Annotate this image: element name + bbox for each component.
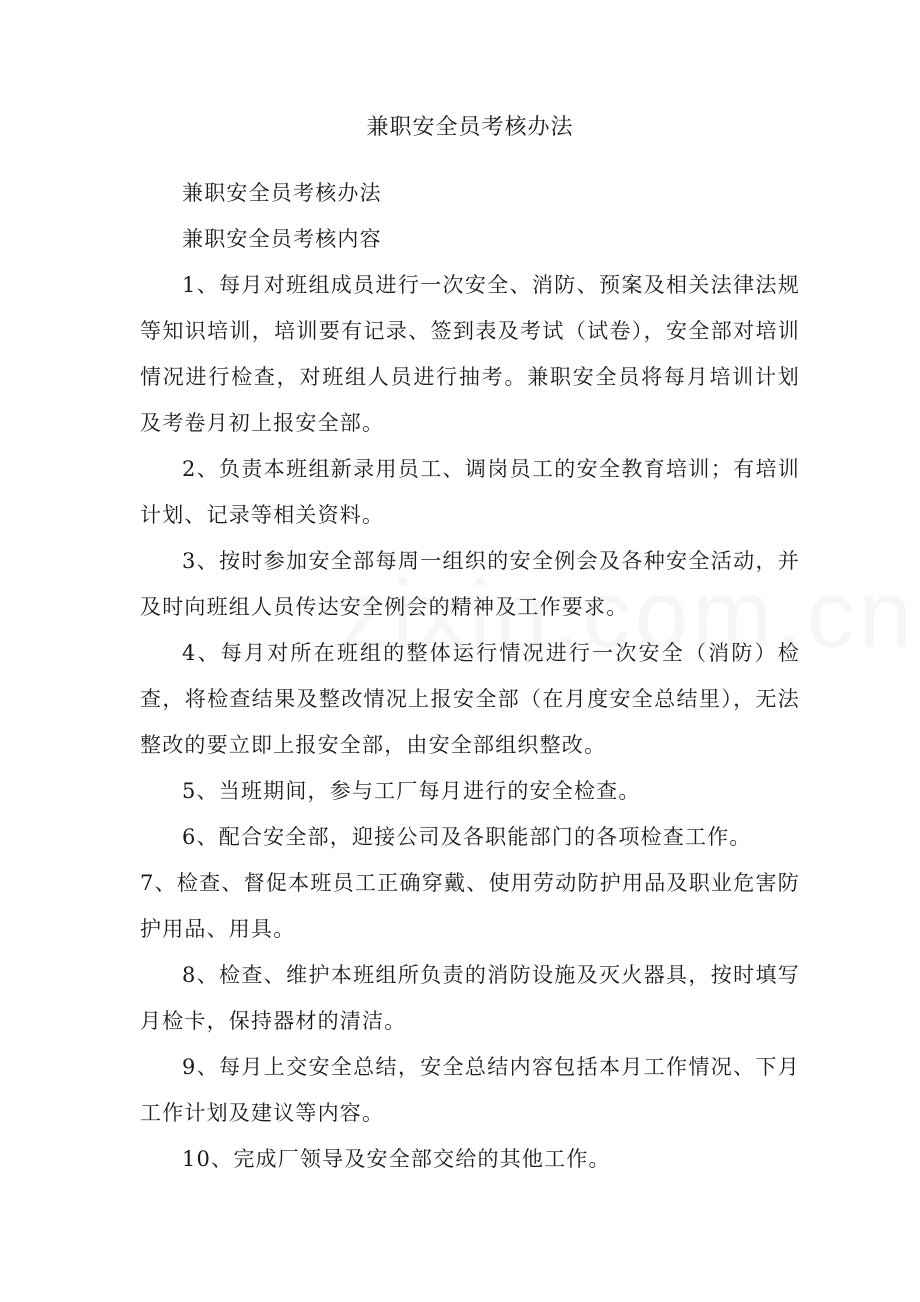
document-title: 兼职安全员考核办法 <box>366 115 574 140</box>
list-item-3: 3、按时参加安全部每周一组织的安全例会及各种安全活动，并及时向班组人员传达安全例会的精神及工作要求。 <box>140 549 800 619</box>
list-item-5: 5、当班期间，参与工厂每月进行的安全检查。 <box>182 779 641 803</box>
section-heading: 兼职安全员考核内容 <box>182 227 382 251</box>
list-item-4: 4、每月对所在班组的整体运行情况进行一次安全（消防）检查，将检查结果及整改情况上报安全部（在月度安全总结里），无法整改的要立即上报安全部，由安全部组织整改。 <box>140 641 800 757</box>
list-item-6: 6、配合安全部，迎接公司及各职能部门的各项检查工作。 <box>182 825 752 849</box>
list-item-9: 9、每月上交安全总结，安全总结内容包括本月工作情况、下月工作计划及建议等内容。 <box>140 1055 800 1125</box>
list-item-7: 7、检查、督促本班员工正确穿戴、使用劳动防护用品及职业危害防护用品、用具。 <box>140 871 800 941</box>
list-item-2: 2、负责本班组新录用员工、调岗员工的安全教育培训；有培训计划、记录等相关资料。 <box>140 457 800 527</box>
list-item-1: 1、每月对班组成员进行一次安全、消防、预案及相关法律法规等知识培训，培训要有记录、签到表及考试（试卷），安全部对培训情况进行检查，对班组人员进行抽考。兼职安全员将每月培训计划及考卷月初上报安全部。 <box>140 273 800 435</box>
list-item-10: 10、完成厂领导及安全部交给的其他工作。 <box>182 1147 611 1171</box>
document-body <box>140 170 800 1182</box>
list-item-8: 8、检查、维护本班组所负责的消防设施及灭火器具，按时填写月检卡，保持器材的清洁。 <box>140 963 800 1033</box>
document-subtitle: 兼职安全员考核办法 <box>182 181 382 205</box>
